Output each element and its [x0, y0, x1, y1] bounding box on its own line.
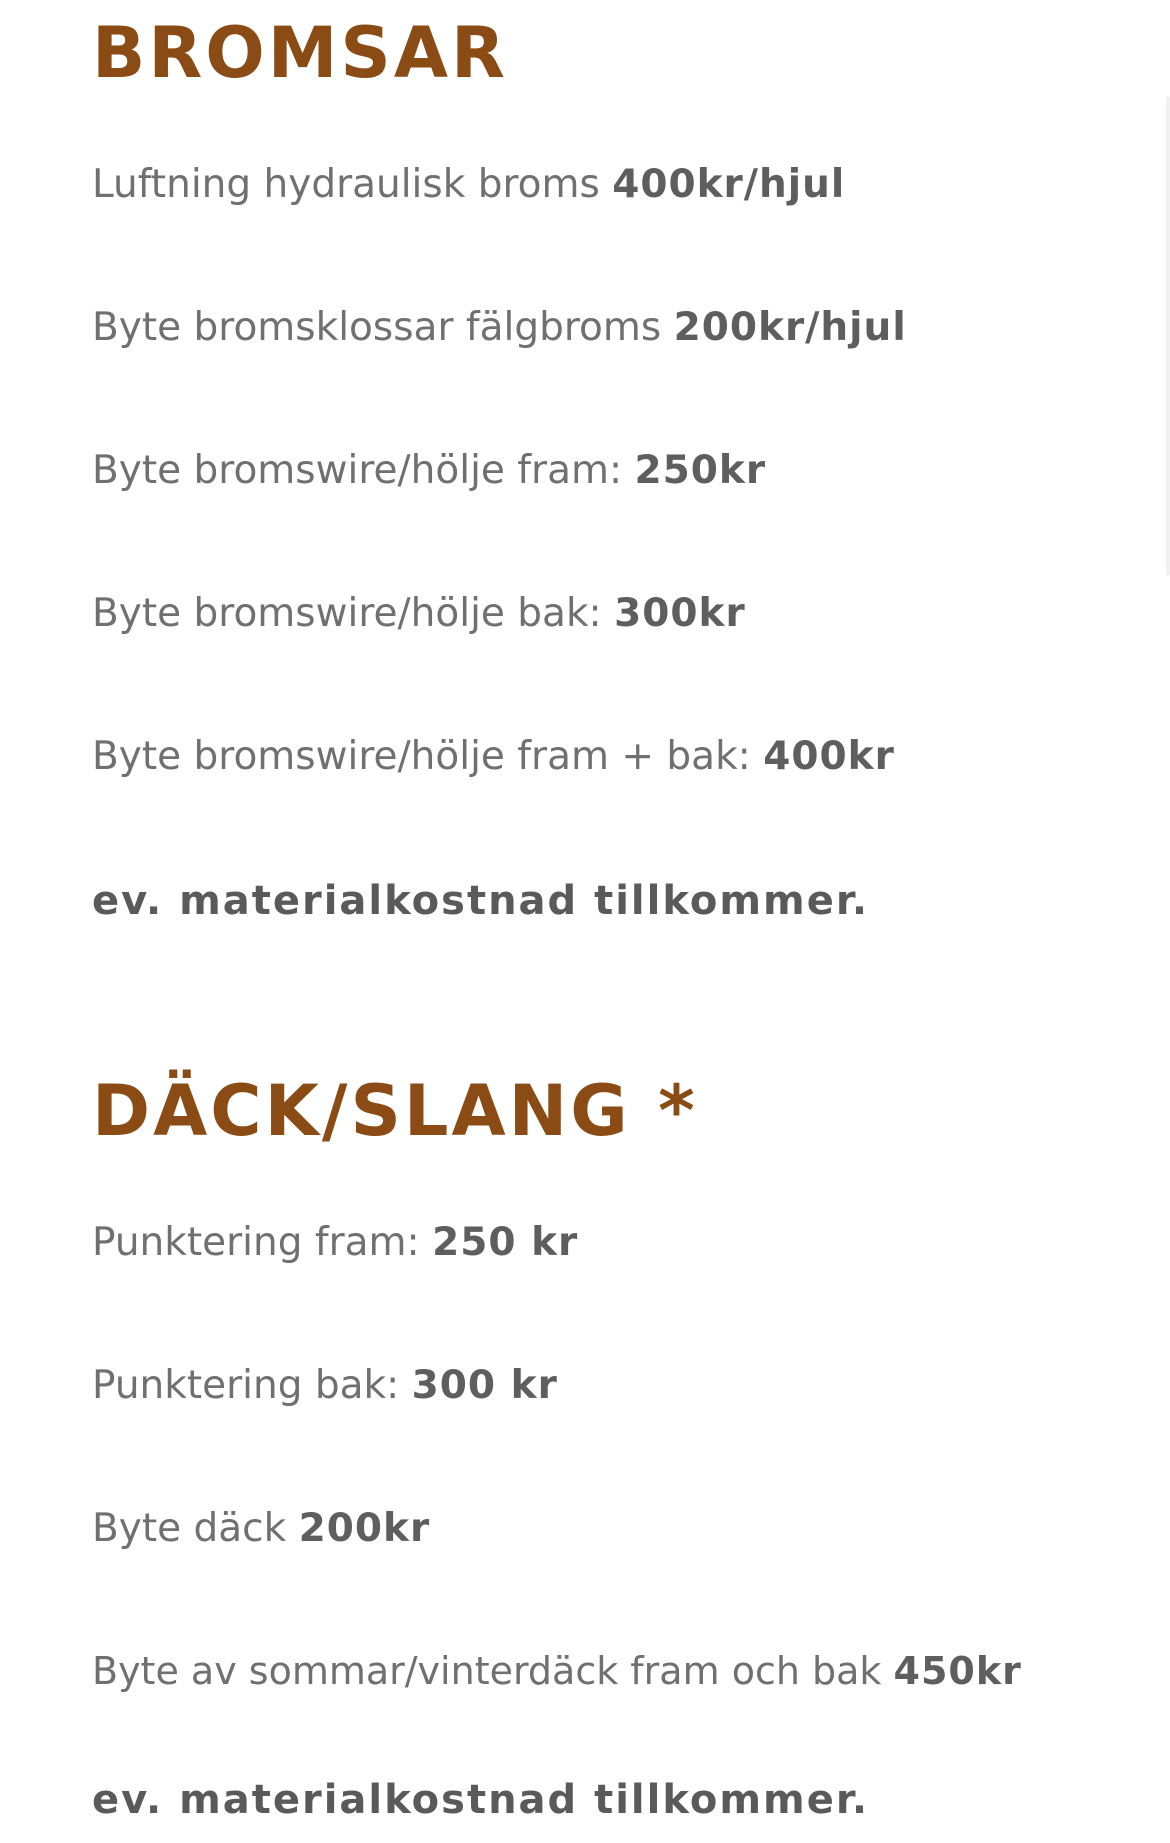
price-item-value: 300kr: [614, 591, 746, 636]
price-item-label: Byte bromswire/hölje fram + bak:: [92, 734, 764, 779]
section-heading-bromsar: BROMSAR: [92, 12, 508, 94]
price-item-label: Punktering bak:: [92, 1363, 412, 1408]
price-item-value: 300 kr: [411, 1363, 558, 1408]
price-item: [92, 448, 766, 495]
price-item-label: Byte av sommar/vinterdäck fram och bak: [92, 1649, 894, 1693]
price-item-value: 200kr: [298, 1506, 431, 1551]
price-item-value: 200kr/hjul: [673, 305, 907, 350]
price-item-label: Byte bromsklossar fälgbroms: [92, 305, 674, 350]
price-item-label: Punktering fram:: [92, 1220, 433, 1265]
section-heading-dack-slang: DÄCK/SLANG *: [92, 1070, 698, 1152]
price-item-label: Luftning hydraulisk broms: [92, 162, 613, 207]
section-dack-slang: [92, 1070, 1132, 1836]
price-item: [92, 1506, 430, 1553]
price-item-label: Byte bromswire/hölje bak:: [92, 591, 615, 636]
price-item: [92, 734, 895, 781]
price-item-value: 400kr: [763, 734, 895, 779]
price-item-label: Byte bromswire/hölje fram:: [92, 448, 635, 493]
price-item-value: 250kr: [634, 448, 767, 493]
price-item: [92, 1649, 1022, 1695]
scrollbar[interactable]: [1166, 96, 1170, 576]
price-item: [92, 162, 845, 209]
price-item: [92, 1220, 578, 1267]
section-bromsar: [92, 12, 1132, 938]
price-item-label: Byte däck: [92, 1506, 299, 1551]
price-item: [92, 305, 907, 352]
price-item: [92, 1363, 558, 1410]
material-cost-note: ev. materialkostnad tillkommer.: [92, 878, 870, 924]
price-item-value: 450kr: [893, 1649, 1022, 1693]
price-item-value: 250 kr: [432, 1220, 579, 1265]
material-cost-note: ev. materialkostnad tillkommer.: [92, 1777, 870, 1823]
price-item: [92, 591, 746, 638]
price-item-value: 400kr/hjul: [612, 162, 846, 207]
